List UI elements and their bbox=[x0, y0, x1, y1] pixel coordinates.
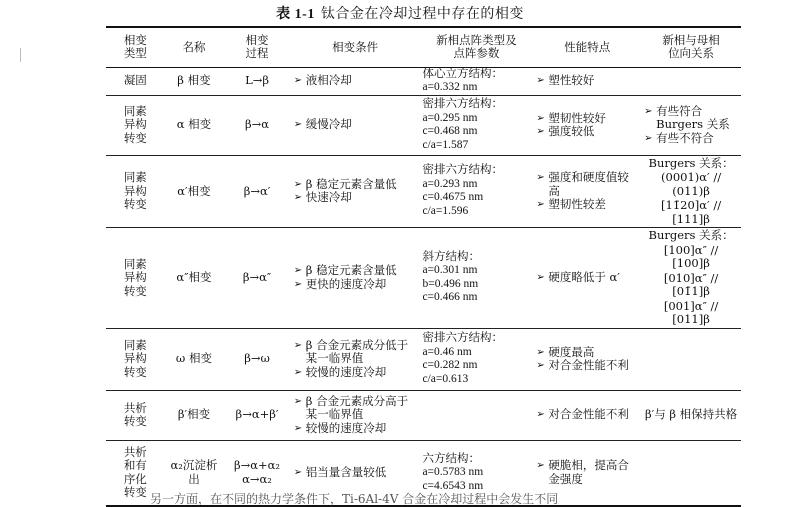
condition-item: ➢ β 稳定元素含量低 bbox=[294, 178, 417, 192]
type-line: 共析 bbox=[123, 444, 147, 459]
relation-line: [001]α″ // [011]β bbox=[663, 298, 719, 326]
cell-process bbox=[223, 228, 290, 329]
cell-condition bbox=[291, 390, 420, 440]
cell-lattice bbox=[419, 228, 533, 329]
relation-item: ➢ 有些符合 Burgers 关系 bbox=[644, 105, 738, 132]
condition-item: ➢ β 合金元素成分高于某一临界值 bbox=[294, 395, 417, 422]
property-item: ➢ 强度和硬度值较高 bbox=[536, 171, 638, 198]
property-item: ➢ 硬脆相，提高合金强度 bbox=[536, 459, 638, 486]
cell-name: α₂沉淀析出 bbox=[165, 440, 224, 506]
cell-property bbox=[533, 390, 641, 440]
cell-condition bbox=[291, 95, 420, 155]
property-item: ➢ 塑性较好 bbox=[536, 74, 638, 88]
table-row bbox=[106, 228, 741, 329]
lattice-line: a=0.301 nm bbox=[422, 264, 478, 277]
type-line: 同素 bbox=[123, 103, 147, 118]
cell-name: α″相变 bbox=[165, 228, 224, 329]
cell-lattice bbox=[419, 328, 533, 390]
type-line: 异构 bbox=[123, 270, 147, 284]
condition-item: ➢ 铝当量含量较低 bbox=[294, 466, 417, 480]
lattice-line: 密排六方结构： bbox=[422, 332, 503, 344]
cell-relation bbox=[641, 440, 741, 506]
lattice-line: a=0.332 nm bbox=[422, 81, 478, 93]
process-line: β→α″ bbox=[242, 270, 272, 284]
cell-property bbox=[533, 328, 641, 390]
relation-line: [010]α″ // [01̄1]β bbox=[663, 270, 719, 298]
cell-process bbox=[223, 155, 290, 228]
header-type: 相变 类型 bbox=[106, 27, 165, 67]
condition-item: ➢ β 稳定元素含量低 bbox=[294, 264, 417, 278]
relation-line: Burgers 关系： bbox=[648, 155, 734, 170]
table-number: 表 1-1 bbox=[276, 7, 315, 22]
property-item: ➢ 硬度最高 bbox=[536, 346, 638, 360]
cell-lattice bbox=[419, 390, 533, 440]
relation-line: [11̄20]α′ // [111]β bbox=[661, 198, 722, 226]
cell-type bbox=[106, 390, 165, 440]
table-row bbox=[106, 328, 741, 390]
type-line: 凝固 bbox=[123, 73, 147, 88]
lattice-line: c=0.468 nm bbox=[422, 125, 478, 137]
process-line: β→ω bbox=[244, 351, 270, 366]
header-condition: 相变条件 bbox=[291, 27, 420, 67]
lattice-line: c=0.466 nm bbox=[422, 291, 478, 304]
lattice-line: c=0.4675 nm bbox=[422, 191, 484, 204]
header-property: 性能特点 bbox=[533, 27, 641, 67]
type-line: 共析 bbox=[123, 400, 147, 415]
header-lattice: 新相点阵类型及 点阵参数 bbox=[419, 27, 533, 67]
type-line: 序化 bbox=[123, 471, 147, 486]
process-line: β→α+α₂ bbox=[233, 458, 281, 473]
cell-process bbox=[223, 328, 290, 390]
type-line: 同素 bbox=[123, 337, 147, 352]
cell-name: ω 相变 bbox=[165, 328, 224, 390]
type-line: 转变 bbox=[123, 364, 147, 379]
type-line: 转变 bbox=[123, 485, 147, 500]
lattice-line: a=0.295 nm bbox=[422, 111, 478, 124]
table-row bbox=[106, 155, 741, 228]
cell-property bbox=[533, 155, 641, 228]
cell-relation bbox=[641, 95, 741, 155]
type-line: 转变 bbox=[123, 283, 147, 298]
phase-transformation-table bbox=[106, 26, 741, 507]
cell-relation bbox=[641, 390, 741, 440]
process-line: β→α+β′ bbox=[235, 407, 279, 422]
property-item: ➢ 塑韧性较好 bbox=[536, 112, 638, 126]
process-line: α→α₂ bbox=[242, 471, 272, 486]
type-line: 异构 bbox=[123, 351, 147, 366]
lattice-line: 体心立方结构： bbox=[422, 67, 503, 80]
type-line: 异构 bbox=[123, 183, 147, 198]
condition-item: ➢ 较慢的速度冷却 bbox=[294, 366, 417, 380]
process-line: β→α bbox=[244, 117, 270, 132]
lattice-line: 六方结构： bbox=[422, 452, 480, 465]
relation-line: [100]α″ // [100]β bbox=[663, 242, 719, 270]
cell-process bbox=[223, 390, 290, 440]
cell-name: α′相变 bbox=[165, 155, 224, 228]
cell-property bbox=[533, 95, 641, 155]
lattice-line: c=0.282 nm bbox=[422, 359, 478, 371]
header-relation: 新相与母相 位向关系 bbox=[641, 27, 741, 67]
cell-property bbox=[533, 228, 641, 329]
cell-condition bbox=[291, 67, 420, 95]
lattice-line: b=0.496 nm bbox=[422, 277, 479, 290]
footer-text: 另一方面，在不同的热力学条件下，Ti-6Al-4V 合金在冷却过程中会发生不同 bbox=[150, 492, 559, 506]
cell-relation bbox=[641, 67, 741, 95]
cell-type bbox=[106, 95, 165, 155]
condition-item: ➢ 缓慢冷却 bbox=[294, 118, 417, 132]
relation-line: Burgers 关系： bbox=[648, 228, 734, 242]
cell-type bbox=[106, 67, 165, 95]
condition-item: ➢ 液相冷却 bbox=[294, 74, 417, 88]
lattice-line: c/a=0.613 bbox=[422, 372, 469, 385]
lattice-line: 密排六方结构： bbox=[422, 164, 503, 177]
cell-relation bbox=[641, 228, 741, 329]
lattice-line: c/a=1.596 bbox=[422, 204, 469, 217]
cell-condition bbox=[291, 328, 420, 390]
lattice-line: c/a=1.587 bbox=[422, 138, 469, 151]
property-item: ➢ 对合金性能不利 bbox=[536, 408, 638, 422]
lattice-line: c=4.6543 nm bbox=[422, 479, 484, 492]
table-title: 钛合金在冷却过程中存在的相变 bbox=[320, 6, 524, 22]
cell-lattice bbox=[419, 67, 533, 95]
table-row bbox=[106, 67, 741, 95]
process-line: L→β bbox=[245, 73, 269, 88]
cell-name: β′相变 bbox=[165, 390, 224, 440]
condition-item: ➢ β 合金元素成分低于某一临界值 bbox=[294, 339, 417, 366]
type-line: 异构 bbox=[123, 117, 147, 132]
relation-line: β′与 β 相保持共格 bbox=[644, 407, 738, 422]
process-line: β→α′ bbox=[243, 183, 271, 198]
header-name: 名称 bbox=[165, 27, 224, 67]
cell-relation bbox=[641, 155, 741, 228]
cell-type bbox=[106, 155, 165, 228]
cell-property bbox=[533, 67, 641, 95]
type-line: 同素 bbox=[123, 256, 147, 271]
cell-type bbox=[106, 228, 165, 329]
lattice-line: 斜方结构： bbox=[422, 250, 480, 263]
cell-name: α 相变 bbox=[165, 95, 224, 155]
condition-item: ➢ 较慢的速度冷却 bbox=[294, 422, 417, 436]
type-line: 和有 bbox=[123, 458, 147, 473]
lattice-line: a=0.5783 nm bbox=[422, 466, 484, 478]
condition-item: ➢ 更快的速度冷却 bbox=[294, 278, 417, 292]
cell-lattice bbox=[419, 155, 533, 228]
table-caption bbox=[0, 3, 800, 23]
cell-lattice bbox=[419, 95, 533, 155]
cell-type bbox=[106, 328, 165, 390]
cell-relation bbox=[641, 328, 741, 390]
relation-item: ➢ 有些不符合 bbox=[644, 132, 738, 146]
left-margin-mark bbox=[20, 48, 21, 62]
property-item: ➢ 塑韧性较差 bbox=[536, 198, 638, 212]
property-item: ➢ 硬度略低于 α′ bbox=[536, 271, 638, 285]
table-row bbox=[106, 95, 741, 155]
header-process: 相变 过程 bbox=[223, 27, 290, 67]
property-item: ➢ 对合金性能不利 bbox=[536, 359, 638, 373]
cell-name: β 相变 bbox=[165, 67, 224, 95]
cell-condition bbox=[291, 228, 420, 329]
lattice-line: 密排六方结构： bbox=[422, 98, 503, 110]
lattice-line: a=0.293 nm bbox=[422, 177, 478, 190]
relation-line: (0001)α′ // (011)β bbox=[661, 170, 722, 198]
lattice-line: a=0.46 nm bbox=[422, 345, 472, 358]
table-header-row bbox=[106, 27, 741, 67]
type-line: 同素 bbox=[123, 170, 147, 184]
table-body bbox=[106, 67, 741, 506]
type-line: 转变 bbox=[123, 414, 147, 428]
cell-condition bbox=[291, 155, 420, 228]
type-line: 转变 bbox=[123, 130, 147, 145]
condition-item: ➢ 快速冷却 bbox=[294, 191, 417, 205]
type-line: 转变 bbox=[123, 197, 147, 211]
property-item: ➢ 强度较低 bbox=[536, 125, 638, 139]
cell-process bbox=[223, 95, 290, 155]
table-row bbox=[106, 390, 741, 440]
cell-process bbox=[223, 67, 290, 95]
